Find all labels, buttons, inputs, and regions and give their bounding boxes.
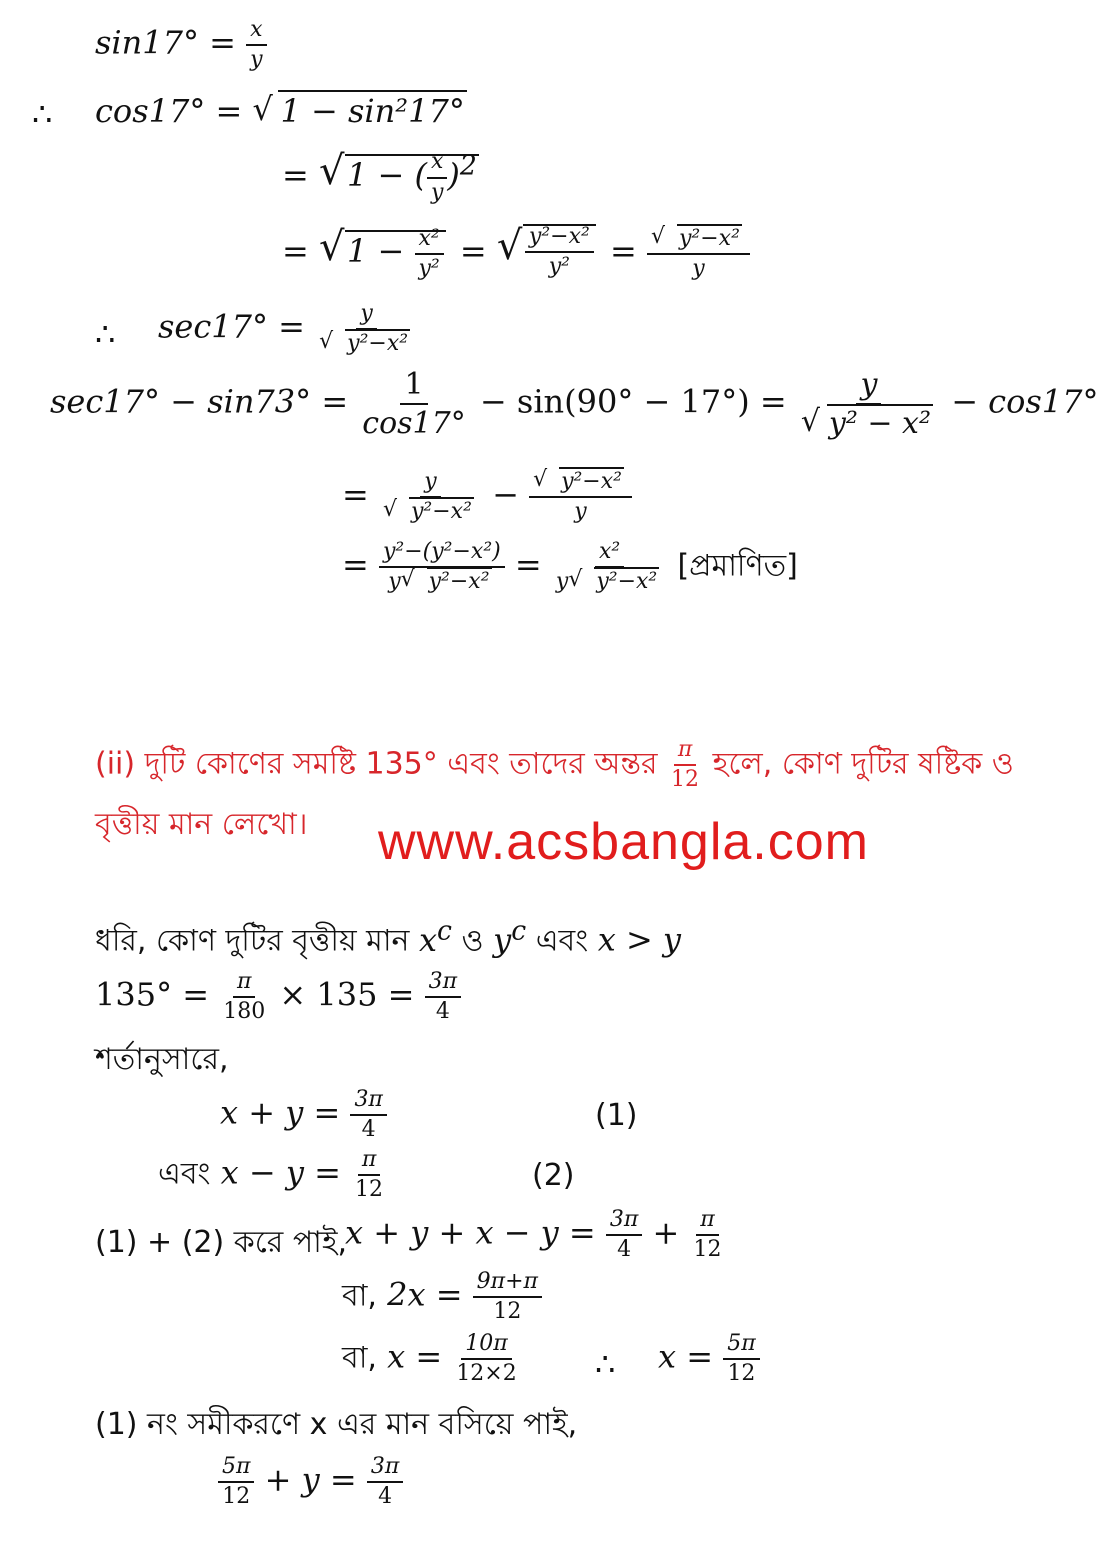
watermark: www.acsbangla.com — [378, 813, 869, 871]
substitute-line: (1) নং সমীকরণে x এর মান বসিয়ে পাই, — [95, 1407, 578, 1442]
eq-1: x + y = $\frac{3\pi}{4}$ — [220, 1088, 387, 1142]
eq-sin17: sin17° = $\frac{x}{y}$ — [95, 18, 267, 72]
eq-2-tag: (2) — [532, 1158, 575, 1193]
therefore-symbol: ∴ — [32, 95, 53, 133]
eq-cos17-step1: = √ 1 − ( $\frac{x}{y}$ )$^2$ — [282, 150, 483, 205]
question-line-1: (ii) দুটি কোণের সমষ্টি 135° এবং তাদের অন্তর $\frac{\pi}{12}$ হলে, কোণ দুটির ষষ্টিক ও — [95, 737, 1014, 793]
eq-2: এবং x − y = $\frac{\pi}{12}$ — [158, 1147, 384, 1203]
eq-cos17-step2: = √ 1 − $\frac{\text{x²}}{\text{y²}}$ = √ $\frac{\text{y²−x²}}{\text{y²}}$ = √ $\frac{\text{y²−x²}}{y}$ — [282, 225, 750, 281]
assumption-line: ধরি, কোণ দুটির বৃত্তীয় মান $x^c$ ও $y^c$ এবং x > y — [95, 915, 681, 959]
eq-sec17-minus-sin73: sec17° − sin73° = $\frac{1}{\cos 17^\circ}$ − sin(90° − 17°) = y √ y² − x² − cos17° — [50, 368, 1099, 440]
therefore-symbol-3: ∴ — [595, 1345, 616, 1383]
eq-1-tag: (1) — [595, 1098, 638, 1133]
eq-substituted: $\frac{5\pi}{12}$ + y = $\frac{3\pi}{4}$ — [218, 1455, 403, 1509]
proved-label: [প্রমাণিত] — [677, 548, 798, 584]
eq-sec17: sec17° = y √ y²−x² — [158, 302, 418, 356]
eq-2x: বা, 2x = $\frac{9\pi+\pi}{12}$ — [342, 1270, 542, 1324]
question-line-2: বৃত্তীয় মান লেখো। — [95, 807, 308, 842]
eq-add: x + y + x − y = $\frac{3\pi}{4}$ + $\frac{\pi}{12}$ — [345, 1207, 722, 1263]
eq-cos17: cos17° = √ 1 − sin²17° — [95, 92, 471, 130]
eq-x-result: x = $\frac{5\pi}{12}$ — [658, 1332, 760, 1386]
condition-label: শর্তানুসারে, — [95, 1042, 229, 1077]
add-label: (1) + (2) করে পাই, — [95, 1225, 348, 1260]
therefore-symbol-2: ∴ — [95, 315, 116, 353]
eq-135-rad: 135° = $\frac{\pi}{180}$ × 135 = $\frac{3\pi}{4}$ — [95, 970, 461, 1024]
eq-x: বা, x = $\frac{10\pi}{12\times 2}$ — [342, 1331, 517, 1387]
eq-step-a: = y √ y²−x² − √ $\frac{\text{y²−x²}}{y}$ — [342, 470, 632, 524]
eq-step-b: = $\frac{\text{y²−(y²−x²)}}{\text{y√ y²−x²}}$ = $\frac{\text{x²}}{\text{y√ y²−x²}}$ [প্রমাণিত] — [342, 540, 798, 594]
